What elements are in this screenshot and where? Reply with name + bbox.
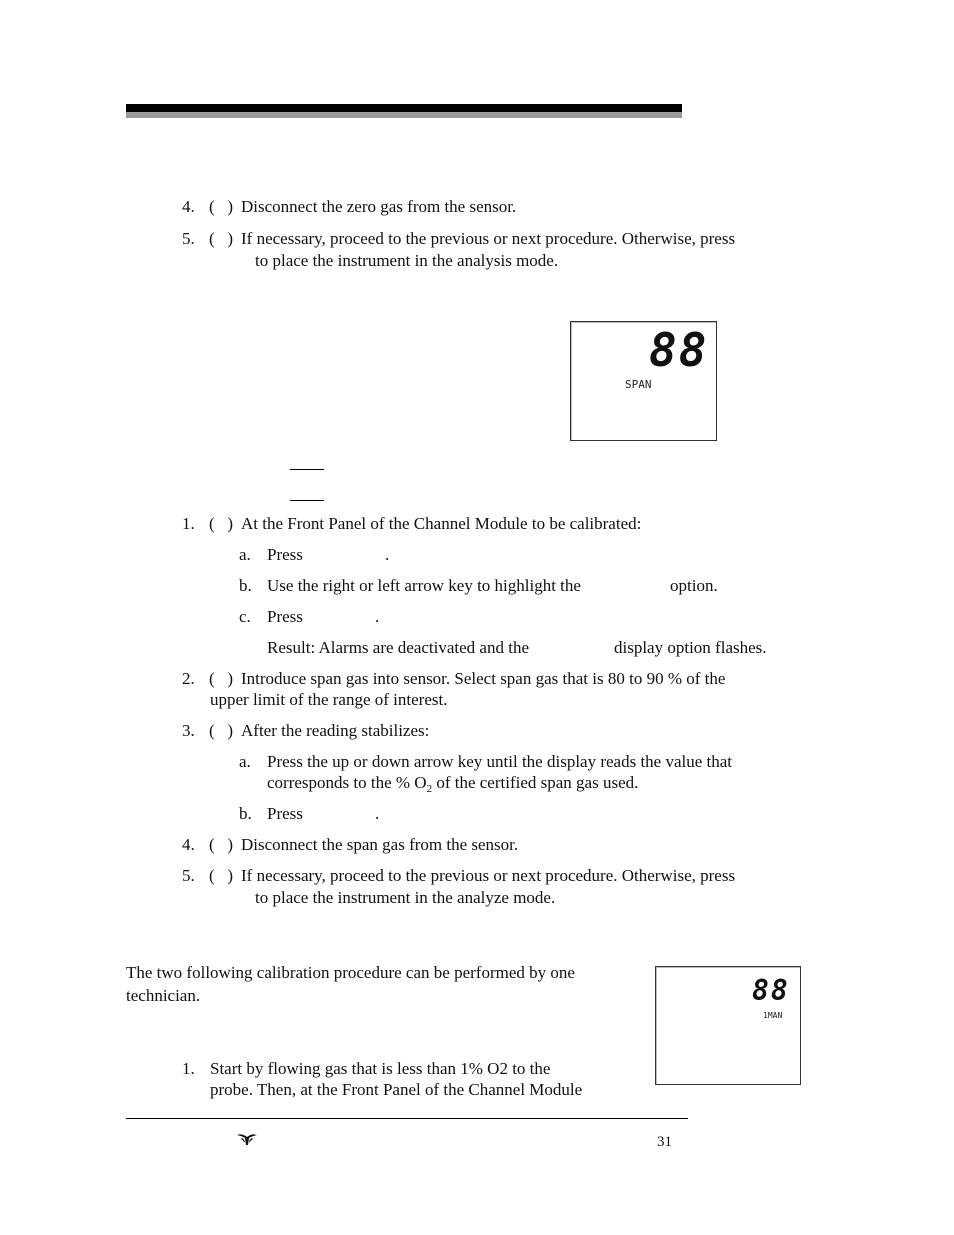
continuation-text: corresponds to the % O [267,773,427,792]
span-lcd-display [570,321,717,441]
lcd-digits: 88 [752,974,790,1007]
step-number: 4. [182,197,195,216]
lcd-mode-label: SPAN [625,378,652,391]
span-step-2-continuation: upper limit of the range of interest. [210,690,448,709]
checkbox-parens: ( ) [209,721,234,740]
sub-step-tail: . [375,804,380,823]
blank-underline [290,500,324,501]
span-step-3a-continuation [267,772,638,796]
sub-step-text: Press [267,607,303,626]
checkbox-parens: ( ) [209,669,234,688]
span-step-1 [182,513,642,535]
span-step-1c [239,606,380,628]
step-text: Disconnect the span gas from the sensor. [241,835,519,854]
step-text: Disconnect the zero gas from the sensor. [241,197,517,216]
step-text: If necessary, proceed to the previous or next procedure. Otherwise, press [241,866,736,885]
step-number: 5. [182,229,195,248]
span-step-4 [182,834,519,856]
header-rule-black [126,104,682,112]
span-step-5 [182,865,736,887]
step-number: 4. [182,835,195,854]
teledyne-logo-icon [236,1132,258,1146]
span-step-1b [239,575,718,597]
page-number: 31 [657,1134,672,1150]
sub-step-tail: . [385,545,390,564]
step-text: If necessary, proceed to the previous or next procedure. Otherwise, press [241,229,736,248]
continuation-text: of the certified span gas used. [432,773,639,792]
one-man-intro-line-2: technician. [126,986,201,1005]
sub-step-text: Use the right or left arrow key to highlight the [267,576,581,595]
result-text: Result: Alarms are deactivated and the [267,638,529,657]
step-text: After the reading stabilizes: [241,721,430,740]
blank-underline [290,469,324,470]
checkbox-parens: ( ) [209,514,234,533]
step-text: At the Front Panel of the Channel Module to be calibrated: [241,514,642,533]
subscript: 2 [426,783,433,795]
sub-step-letter: a. [239,752,251,771]
lcd-digits: 88 [649,323,709,377]
span-step-3 [182,720,430,742]
step-number: 2. [182,669,195,688]
header-rule-gray [126,112,682,118]
sub-step-tail: option. [670,576,718,595]
span-step-2 [182,668,726,690]
checkbox-parens: ( ) [209,866,234,885]
result-tail: display option flashes. [614,638,767,657]
span-step-3a [239,751,733,773]
span-step-5-continuation: to place the instrument in the analyze mode. [255,888,556,907]
sub-step-tail: . [375,607,380,626]
sub-step-text: Press [267,545,303,564]
sub-step-letter: c. [239,607,251,626]
sub-step-letter: b. [239,576,252,595]
lcd-mode-label: 1MAN [763,1011,783,1020]
sub-step-letter: a. [239,545,251,564]
checkbox-parens: ( ) [209,229,234,248]
checkbox-parens: ( ) [209,197,234,216]
step-number: 1. [182,514,195,533]
one-man-intro-line-1: The two following calibration procedure can be performed by one [126,963,575,982]
one-man-step-1-continuation: probe. Then, at the Front Panel of the Channel Module [210,1080,583,1099]
sub-step-letter: b. [239,804,252,823]
one-man-step-1 [182,1058,551,1080]
span-step-1-result [267,637,767,659]
checkbox-parens: ( ) [209,835,234,854]
zero-step-4 [182,196,517,218]
step-number: 3. [182,721,195,740]
step-number: 5. [182,866,195,885]
span-step-1a [239,544,390,566]
zero-step-5-continuation: to place the instrument in the analysis mode. [255,251,559,270]
span-step-3b [239,803,380,825]
step-text: Introduce span gas into sensor. Select span gas that is 80 to 90 % of the [241,669,726,688]
one-man-lcd-display [655,966,801,1085]
sub-step-text: Press [267,804,303,823]
footer-rule [126,1118,688,1119]
step-number: 1. [182,1059,195,1078]
zero-step-5 [182,228,736,250]
sub-step-text: Press the up or down arrow key until the display reads the value that [267,752,733,771]
step-text: Start by flowing gas that is less than 1% O2 to the [210,1059,551,1078]
